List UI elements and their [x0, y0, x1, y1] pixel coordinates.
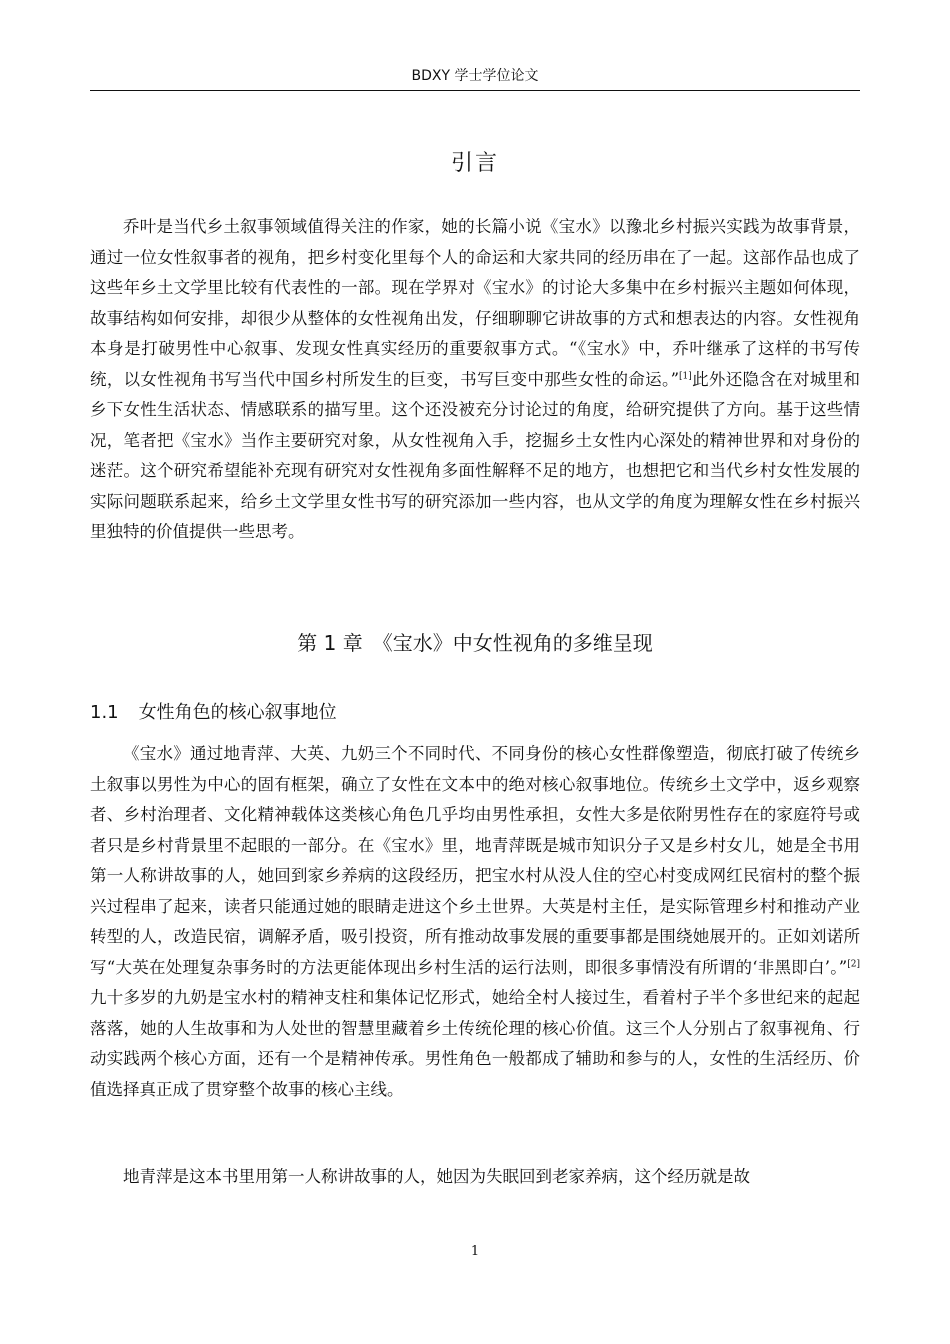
intro-paragraph-text-1: 乔叶是当代乡土叙事领域值得关注的作家，她的长篇小说《宝水》以豫北乡村振兴实践为故事背景，通过一位女性叙事者的视角，把乡村变化里每个人的命运和大家共同的经历串在了一起。这部作品也成了这些年乡土文学里比较有代表性的一部。现在学界对《宝水》的讨论大多集中在乡村振兴主题如何体现，故事结构如何安排，却很少从整体的女性视角出发，仔细聊聊它讲故事的方式和想表达的内容。女性视角本身是打破男性中心叙事、发现女性真实经历的重要叙事方式。“《宝水》中，乔叶继承了这样的书写传统，以女性视角书写当代中国乡村所发生的巨变，书写巨变中那些女性的命运。” [90, 217, 860, 389]
intro-paragraph [90, 212, 860, 548]
section-title [90, 698, 860, 724]
section-paragraph-2 [90, 1162, 860, 1193]
section-paragraph-1-text-1: 《宝水》通过地青萍、大英、九奶三个不同时代、不同身份的核心女性群像塑造，彻底打破了传统乡土叙事以男性为中心的固有框架，确立了女性在文本中的绝对核心叙事地位。传统乡土文学中，返乡观察者、乡村治理者、文化精神载体这类核心角色几乎均由男性承担，女性大多是依附男性存在的家庭符号或者只是乡村背景里不起眼的一部分。在《宝水》里，地青萍既是城市知识分子又是乡村女儿，她是全书用第一人称讲故事的人，她回到家乡养病的这段经历，把宝水村从没人住的空心村变成网红民宿村的整个振兴过程串了起来，读者只能通过她的眼睛走进这个乡土世界。大英是村主任，是实际管理乡村和推动产业转型的人，改造民宿，调解矛盾，吸引投资，所有推动故事发展的重要事都是围绕她展开的。正如刘诺所写“大英在处理复杂事务时的方法更能体现出乡村生活的运行法则，即很多事情没有所谓的‘非黑即白’。” [90, 744, 860, 977]
intro-paragraph-text-2: 此外还隐含在对城里和乡下女性生活状态、情感联系的描写里。这个还没被充分讨论过的角度，给研究提供了方向。基于这些情况，笔者把《宝水》当作主要研究对象，从女性视角入手，挖掘乡土女性内心深处的精神世界和对身份的迷茫。这个研究希望能补充现有研究对女性视角多面性解释不足的地方，也想把它和当代乡村女性发展的实际问题联系起来，给乡土文学里女性书写的研究添加一些内容，也从文学的角度为理解女性在乡村振兴里独特的价值提供一些思考。 [90, 369, 861, 541]
section-number: 1.1 [90, 702, 119, 723]
page-number: 1 [470, 1244, 480, 1259]
chapter-title: 第 1 章 《宝水》中女性视角的多维呈现 [297, 631, 653, 655]
header-text: BDXY 学士学位论文 [411, 68, 539, 84]
section-paragraph-2-text: 地青萍是这本书里用第一人称讲故事的人，她因为失眠回到老家养病，这个经历就是故 [123, 1167, 750, 1186]
section-paragraph-1-text-2: 九十多岁的九奶是宝水村的精神支柱和集体记忆形式，她给全村人接过生，看着村子半个多世纪来的起起落落，她的人生故事和为人处世的智慧里藏着乡土传统伦理的核心价值。这三个人分别占了叙事视角、行动实践两个核心方面，还有一个是精神传承。男性角色一般都成了辅助和参与的人，女性的生活经历、价值选择真正成了贯穿整个故事的核心主线。 [90, 988, 860, 1099]
citation-ref-2[interactable]: [2] [847, 959, 860, 969]
section-title-text: 女性角色的核心叙事地位 [138, 702, 337, 723]
citation-ref-1[interactable]: [1] [679, 371, 692, 381]
page-header [90, 62, 860, 91]
section-paragraph-1 [90, 739, 860, 1105]
intro-title: 引言 [450, 151, 499, 176]
